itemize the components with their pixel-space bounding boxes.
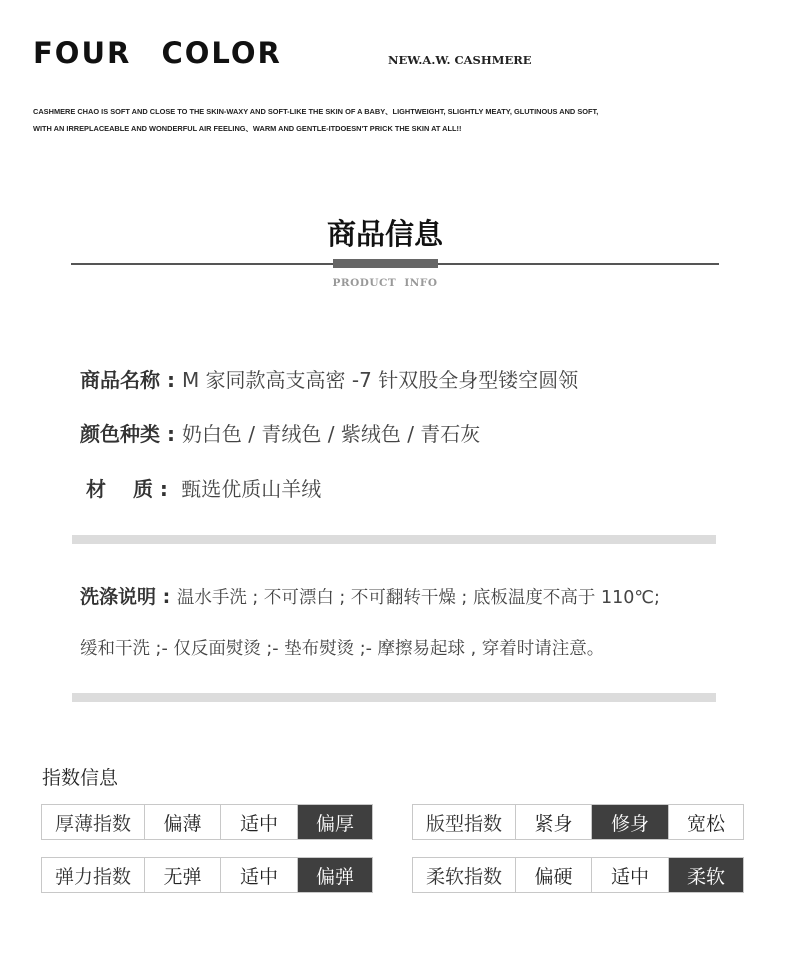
info-value: 奶白色 / 青绒色 / 紫绒色 / 青石灰 bbox=[181, 422, 481, 446]
index-title: 指数信息 bbox=[42, 767, 119, 789]
index-option: 紧身 bbox=[515, 805, 591, 839]
info-value: M 家同款高支高密 -7 针双股全身型镂空圆领 bbox=[181, 368, 579, 392]
info-row-name bbox=[80, 364, 578, 393]
brand-subtitle: NEW.A.W. CASHMERE bbox=[388, 53, 532, 67]
index-option-selected: 柔软 bbox=[668, 858, 743, 892]
divider-bar bbox=[72, 693, 716, 702]
section-title: 商品信息 bbox=[326, 217, 443, 251]
section-divider-accent bbox=[333, 259, 438, 268]
index-option: 适中 bbox=[220, 805, 297, 839]
index-option-selected: 修身 bbox=[591, 805, 668, 839]
index-table-fit bbox=[412, 804, 744, 840]
info-row-material bbox=[86, 473, 321, 502]
index-table-softness bbox=[412, 857, 744, 893]
index-name: 厚薄指数 bbox=[54, 812, 131, 835]
care-line-2: 缓和干洗 ;- 仅反面熨烫 ;- 垫布熨烫 ;- 摩擦易起球 , 穿着时请注意。 bbox=[80, 639, 605, 659]
index-option: 偏硬 bbox=[515, 858, 591, 892]
brand-title: FOUR COLOR bbox=[33, 36, 282, 70]
index-option-selected: 偏弹 bbox=[297, 858, 372, 892]
index-name: 柔软指数 bbox=[425, 865, 502, 888]
care-line-1 bbox=[80, 582, 660, 609]
info-label: 材 质 : bbox=[86, 477, 175, 501]
index-option: 偏薄 bbox=[144, 805, 220, 839]
info-row-colors bbox=[80, 418, 480, 447]
index-table-thickness bbox=[41, 804, 373, 840]
index-name: 版型指数 bbox=[425, 812, 502, 835]
intro-line-1: CASHMERE CHAO IS SOFT AND CLOSE TO THE SKIN-WAXY AND SOFT-LIKE THE SKIN OF A BABY、LIGHTWEIGHT, SLIGHTLY MEATY, GLUTINOUS AND SOFT, bbox=[33, 107, 599, 116]
info-label: 商品名称 : bbox=[80, 368, 182, 392]
index-option: 适中 bbox=[591, 858, 668, 892]
intro-line-2: WITH AN IRREPLACEABLE AND WONDERFUL AIR FEELING、WARM AND GENTLE-ITDOESN'T PRICK THE SKIN AT ALL!! bbox=[33, 124, 462, 133]
info-label: 颜色种类 : bbox=[80, 422, 182, 446]
care-text-1: 温水手洗 ; 不可漂白 ; 不可翻转干燥 ; 底板温度不高于 110℃; bbox=[176, 588, 660, 608]
index-option: 适中 bbox=[220, 858, 297, 892]
index-option: 宽松 bbox=[668, 805, 743, 839]
index-name: 弹力指数 bbox=[54, 865, 131, 888]
divider-bar bbox=[72, 535, 716, 544]
index-option-selected: 偏厚 bbox=[297, 805, 372, 839]
index-table-elasticity bbox=[41, 857, 373, 893]
care-label: 洗涤说明 : bbox=[80, 586, 177, 608]
info-value: 甄选优质山羊绒 bbox=[174, 477, 322, 501]
index-option: 无弹 bbox=[144, 858, 220, 892]
section-subtitle: PRODUCT INFO bbox=[332, 277, 438, 289]
